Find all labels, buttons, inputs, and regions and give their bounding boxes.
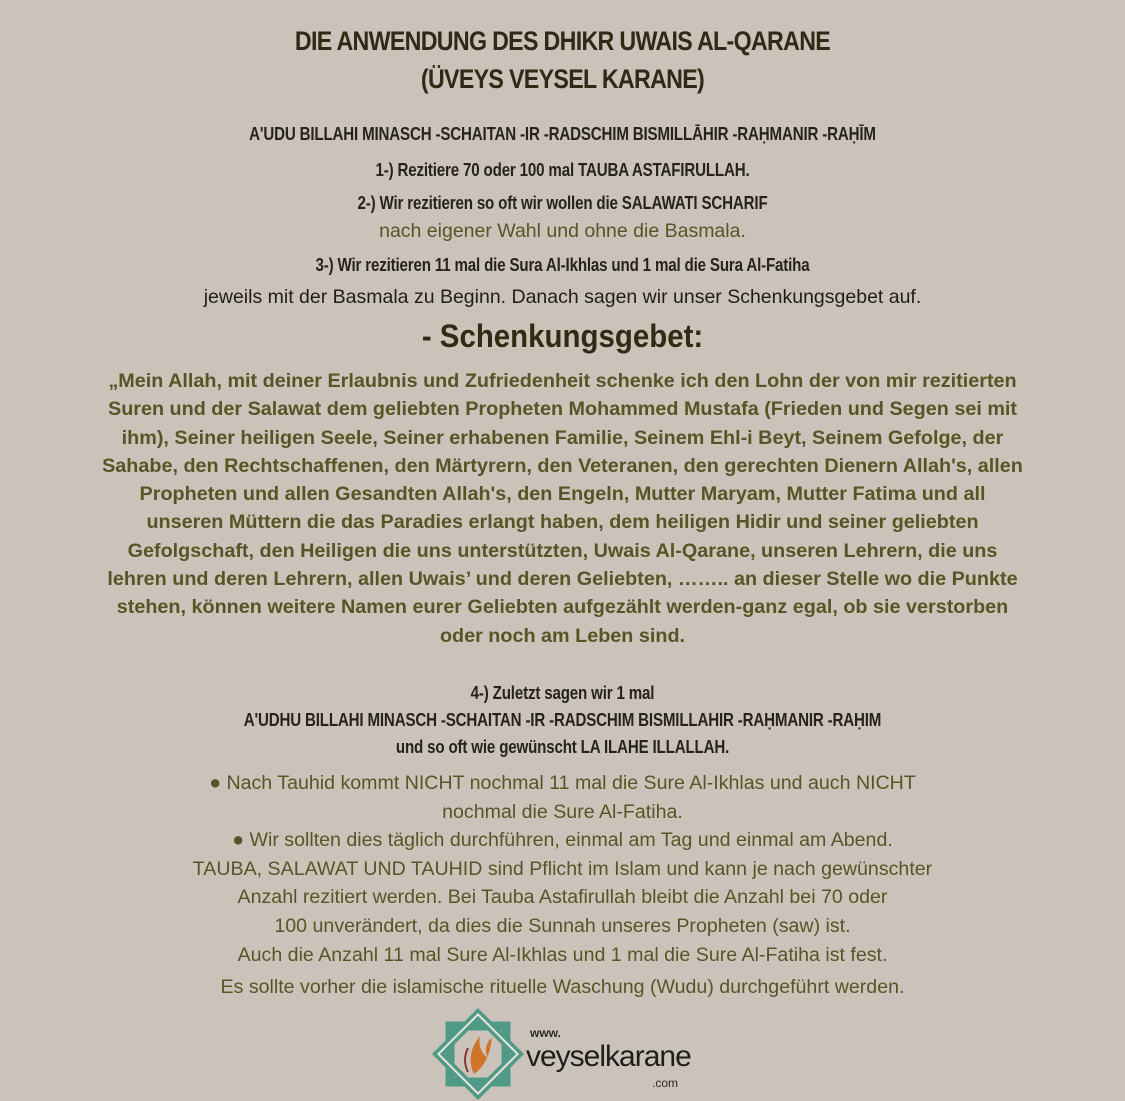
step-2-sub: nach eigener Wahl und ohne die Basmala. bbox=[379, 220, 746, 242]
note-3: Es sollte vorher die islamische rituelle Waschung (Wudu) durchgeführt werden. bbox=[220, 976, 905, 999]
logo-name: veyselkarane bbox=[526, 1040, 691, 1073]
note-2a: ● Wir sollten dies täglich durchführen, einmal am Tag und einmal am Abend. bbox=[232, 829, 893, 852]
step-2: 2-) Wir rezitieren so oft wir wollen die SALAWATI SCHARIF bbox=[357, 193, 768, 213]
step-4-line-3: und so oft wie gewünscht LA ILAHE ILLALLAH. bbox=[395, 737, 730, 757]
section-heading: - Schenkungsgebet: bbox=[421, 318, 704, 354]
star-emblem-icon bbox=[430, 1008, 526, 1100]
step-1: 1-) Rezitiere 70 oder 100 mal TAUBA ASTAFIRULLAH. bbox=[375, 160, 750, 180]
note-1b: nochmal die Sure Al-Fatiha. bbox=[442, 800, 683, 823]
note-1a: ● Nach Tauhid kommt NICHT nochmal 11 mal die Sure Al-Ikhlas und auch NICHT bbox=[209, 772, 916, 794]
title-line-1: DIE ANWENDUNG DES DHIKR UWAIS AL-QARANE bbox=[294, 26, 831, 56]
note-2e: Auch die Anzahl 11 mal Sure Al-Ikhlas und 1 mal die Sure Al-Fatiha ist fest. bbox=[237, 943, 888, 966]
title-line-2: (ÜVEYS VEYSEL KARANE) bbox=[420, 64, 705, 94]
note-2b: TAUBA, SALAWAT UND TAUHID sind Pflicht im Islam und kann je nach gewünschter bbox=[192, 857, 933, 880]
logo-www: www. bbox=[530, 1026, 561, 1040]
schenkungsgebet-text: „Mein Allah, mit deiner Erlaubnis und Zufriedenheit schenke ich den Lohn der von mir rezitierten Suren und der Salawat dem geliebten Propheten Mohammed Mustafa (Frieden und Segen sei mit ihm), Seiner heiligen Seele, Seiner erhabenen Familie, Seinem Ehl-i Beyt, Seinem Gefolge, der Sahabe, den Rechtschaffenen, den Märtyrern, den Veteranen, den gerechten Dienern Allah's, allen Propheten und allen Gesandten Allah's, den Engeln, Mutter Maryam, Mutter Fatima und all unseren Müttern die das Paradies erlangt haben, dem heiligen Hidir und seiner geliebten Gefolgschaft, den Heiligen die uns unterstützten, Uwais Al-Qarane, unseren Lehrern, die uns lehren und deren Lehrern, allen Uwais’ und deren Geliebten, …….. an dieser Stelle wo die Punkte stehen, können weitere Namen eurer Geliebten aufgezählt werden-ganz egal, ob sie verstorben oder noch am Leben sind. bbox=[102, 370, 1023, 647]
site-logo bbox=[430, 1008, 710, 1098]
notes bbox=[90, 769, 1035, 1002]
note-2d: 100 unverändert, da dies die Sunnah unseres Propheten (saw) ist. bbox=[274, 914, 851, 937]
opening-invocation: A'UDU BILLAHI MINASCH -SCHAITAN -IR -RADSCHIM BISMILLĀHIR -RAḤMANIR -RAḤĪM bbox=[249, 124, 876, 144]
step-3: 3-) Wir rezitieren 11 mal die Sura Al-Ikhlas und 1 mal die Sura Al-Fatiha bbox=[315, 255, 810, 275]
page-title bbox=[79, 22, 1047, 98]
logo-tld: .com bbox=[652, 1076, 679, 1090]
step-3-sub: jeweils mit der Basmala zu Beginn. Danach sagen wir unser Schenkungsgebet auf. bbox=[203, 286, 922, 308]
step-4-line-1: 4-) Zuletzt sagen wir 1 mal bbox=[470, 683, 655, 703]
step-4-line-2: A'UDHU BILLAHI MINASCH -SCHAITAN -IR -RADSCHIM BISMILLAHIR -RAḤMANIR -RAḤIM bbox=[243, 710, 882, 730]
note-2c: Anzahl rezitiert werden. Bei Tauba Astafirullah bleibt die Anzahl bei 70 oder bbox=[237, 886, 888, 909]
